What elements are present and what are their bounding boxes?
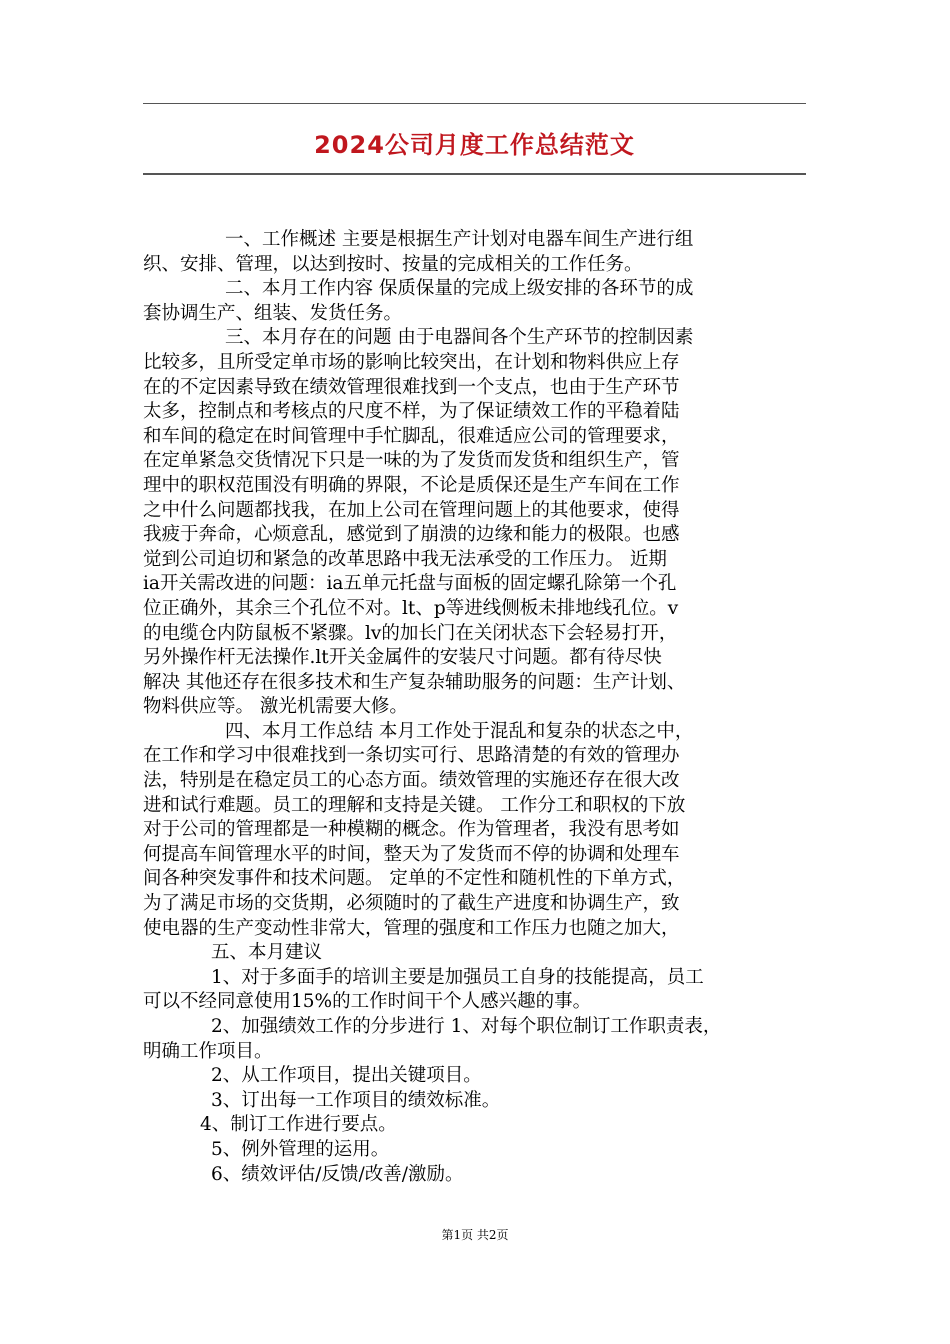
body-line: 三、本月存在的问题 由于电器间各个生产环节的控制因素 — [225, 327, 694, 349]
body-line: 间各种突发事件和技术问题。 定单的不定性和随机性的下单方式， — [143, 868, 686, 890]
header-rule — [143, 103, 806, 104]
body-line: 1、对于多面手的培训主要是加强员工自身的技能提高，员工 — [211, 966, 704, 988]
body-line: 法，特别是在稳定员工的心态方面。绩效管理的实施还存在很大改 — [143, 770, 680, 792]
body-line: 在定单紧急交货情况下只是一味的为了发货而发货和组织生产，管 — [143, 450, 680, 472]
body-line: 之中什么问题都找我，在加上公司在管理问题上的其他要求，使得 — [143, 499, 680, 521]
document-body — [143, 228, 813, 1187]
body-line: 我疲于奔命，心烦意乱，感觉到了崩溃的边缘和能力的极限。也感 — [143, 524, 680, 546]
body-line: 2、从工作项目，提出关键项目。 — [211, 1065, 482, 1087]
body-line: 物料供应等。 激光机需要大修。 — [143, 696, 408, 718]
body-line: 四、本月工作总结 本月工作处于混乱和复杂的状态之中， — [225, 720, 694, 742]
body-line: 觉到公司迫切和紧急的改革思路中我无法承受的工作压力。 近期 — [143, 548, 667, 570]
body-line: 位正确外，其余三个孔位不对。lt、p等进线侧板未排地线孔位。v — [143, 597, 679, 619]
body-line: 套协调生产、组装、发货任务。 — [143, 302, 403, 324]
body-line: 6、绩效评估/反馈/改善/激励。 — [211, 1163, 464, 1185]
body-line: 解决 其他还存在很多技术和生产复杂辅助服务的问题：生产计划、 — [143, 671, 686, 693]
body-line: 理中的职权范围没有明确的界限，不论是质保还是生产车间在工作 — [143, 474, 680, 496]
body-line: 五、本月建议 — [211, 942, 323, 964]
body-line: 比较多，且所受定单市场的影响比较突出，在计划和物料供应上存 — [143, 351, 680, 373]
body-line: 进和试行难题。员工的理解和支持是关键。 工作分工和职权的下放 — [143, 794, 686, 816]
body-line: 明确工作项目。 — [143, 1040, 273, 1062]
body-line: 二、本月工作内容 保质保量的完成上级安排的各环节的成 — [225, 278, 694, 300]
body-line: 使电器的生产变动性非常大，管理的强度和工作压力也随之加大， — [143, 917, 680, 939]
body-line: 为了满足市场的交货期，必须随时的了截生产进度和协调生产，致 — [143, 893, 680, 915]
body-line: 可以不经同意使用15%的工作时间干个人感兴趣的事。 — [143, 991, 592, 1013]
body-line: 5、例外管理的运用。 — [211, 1138, 390, 1160]
body-line: 的电缆仓内防鼠板不紧骤。lv的加长门在关闭状态下会轻易打开， — [143, 622, 678, 644]
body-line: 和车间的稳定在时间管理中手忙脚乱，很难适应公司的管理要求， — [143, 425, 680, 447]
title-rule — [143, 173, 806, 175]
body-line: 一、工作概述 主要是根据生产计划对电器车间生产进行组 — [225, 229, 694, 250]
body-line: 另外操作杆无法操作.lt开关金属件的安装尺寸问题。都有待尽快 — [143, 647, 662, 669]
body-line: 在工作和学习中很难找到一条切实可行、思路清楚的有效的管理办 — [143, 745, 680, 767]
body-line: 4、制订工作进行要点。 — [200, 1114, 397, 1136]
body-line: 太多，控制点和考核点的尺度不样，为了保证绩效工作的平稳着陆 — [143, 401, 680, 423]
body-line: 3、订出每一工作项目的绩效标准。 — [211, 1089, 501, 1111]
body-line: 织、安排、管理，以达到按时、按量的完成相关的工作任务。 — [143, 253, 643, 275]
body-line: 何提高车间管理水平的时间，整天为了发货而不停的协调和处理车 — [143, 843, 680, 865]
body-line: ia开关需改进的问题：ia五单元托盘与面板的固定螺孔除第一个孔 — [143, 573, 677, 595]
body-line: 对于公司的管理都是一种模糊的概念。作为管理者，我没有思考如 — [143, 819, 680, 841]
page-footer: 第1页 共2页 — [441, 1228, 509, 1242]
document-title: 2024公司月度工作总结范文 — [314, 131, 635, 159]
body-line: 2、加强绩效工作的分步进行 1、对每个职位制订工作职责表， — [211, 1016, 722, 1037]
body-line: 在的不定因素导致在绩效管理很难找到一个支点，也由于生产环节 — [143, 376, 680, 398]
